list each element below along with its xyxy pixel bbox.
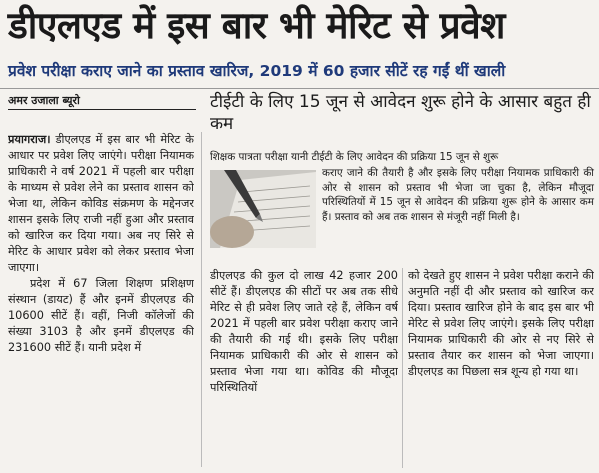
side-story-headline: टीईटी के लिए 15 जून से आवेदन शुरू होने के आसार बहुत ही कम	[210, 92, 591, 134]
column-2-text: डीएलएड की कुल दो लाख 42 हजार 200 सीटें हैं। डीएलएड की सीटों पर अब तक सीधे मेरिट से ही प्रवेश लिए जाते रहे हैं, लेकिन वर्ष 2021 में पहली बार प्रवेश परीक्षा कराए जाने की तैयारी की गई थी। इसके लिए परीक्षा नियामक प्राधिकारी की ओर से शासन को प्रस्ताव भेजा गया था। कोविड की मौजूदा परिस्थितियों	[210, 269, 398, 394]
column-1	[8, 132, 194, 462]
subheadline: प्रवेश परीक्षा कराए जाने का प्रस्ताव खारिज, 2019 में 60 हजार सीटें रह गईं थीं खाली	[8, 62, 506, 80]
dateline: प्रयागराज।	[8, 133, 51, 146]
side-story-body: कराए जाने की तैयारी है और इसके लिए परीक्षा नियामक प्राधिकारी की ओर से शासन को प्रस्ताव भी भेजा जा चुका है, लेकिन मौजूदा परिस्थितियों में 15 जून से आवेदन की प्रक्रिया शुरू होने के आसार कम हैं। प्रस्ताव को अब तक शासन से मंजूरी नहीं मिली है।	[322, 167, 594, 223]
pen-photo-illustration	[210, 170, 316, 248]
column-1-para-2: प्रदेश में 67 जिला शिक्षण प्रशिक्षण संस्थान (डायट) हैं और इनमें डीएलएड की 10600 सीटें हैं। वहीं, निजी कॉलेजों की संख्या 3103 है और इनमें डीएलएड की 231600 सीटें हैं। यानी प्रदेश में	[8, 277, 194, 354]
side-story-intro-lead: शिक्षक पात्रता परीक्षा यानी टीईटी के लिए आवेदन की प्रक्रिया 15 जून से शुरू	[210, 151, 499, 163]
pen-writing-photo	[210, 170, 316, 248]
headline: डीएलएड में इस बार भी मेरिट से प्रवेश	[8, 4, 505, 47]
divider	[0, 88, 599, 89]
column-divider	[201, 132, 202, 467]
column-1-para-1	[8, 132, 194, 276]
column-1-text-1: डीएलएड में इस बार भी मेरिट के आधार पर प्रवेश लिए जाएंगे। परीक्षा नियामक प्राधिकारी ने वर्ष 2021 में पहली बार परीक्षा के माध्यम से प्रवेश लेने का प्रस्ताव शासन को भेजा था, लेकिन कोविड संक्रमण के मद्देनजर शासन इसके लिए राजी नहीं हुआ और प्रस्ताव को खारिज कर दिया गया। अब नए सिरे से मेरिट के आधार प्रवेश को लेकर प्रस्ताव भेजा जाएगा।	[8, 133, 194, 274]
byline: अमर उजाला ब्यूरो	[8, 93, 196, 110]
column-divider	[402, 268, 403, 468]
column-3	[408, 268, 594, 468]
column-3-text: को देखते हुए शासन ने प्रवेश परीक्षा कराने की अनुमति नहीं दी और प्रस्ताव को खारिज कर दिया। प्रस्ताव खारिज होने के बाद इस बार भी मेरिट से प्रवेश लिए जाएंगे। इसके लिए परीक्षा नियामक प्राधिकारी की ओर से नए सिरे से प्रस्ताव तैयार कर शासन को भेजा जाएगा। डीएलएड का पिछला सत्र शून्य हो गया था।	[408, 269, 594, 378]
column-2	[210, 268, 398, 468]
